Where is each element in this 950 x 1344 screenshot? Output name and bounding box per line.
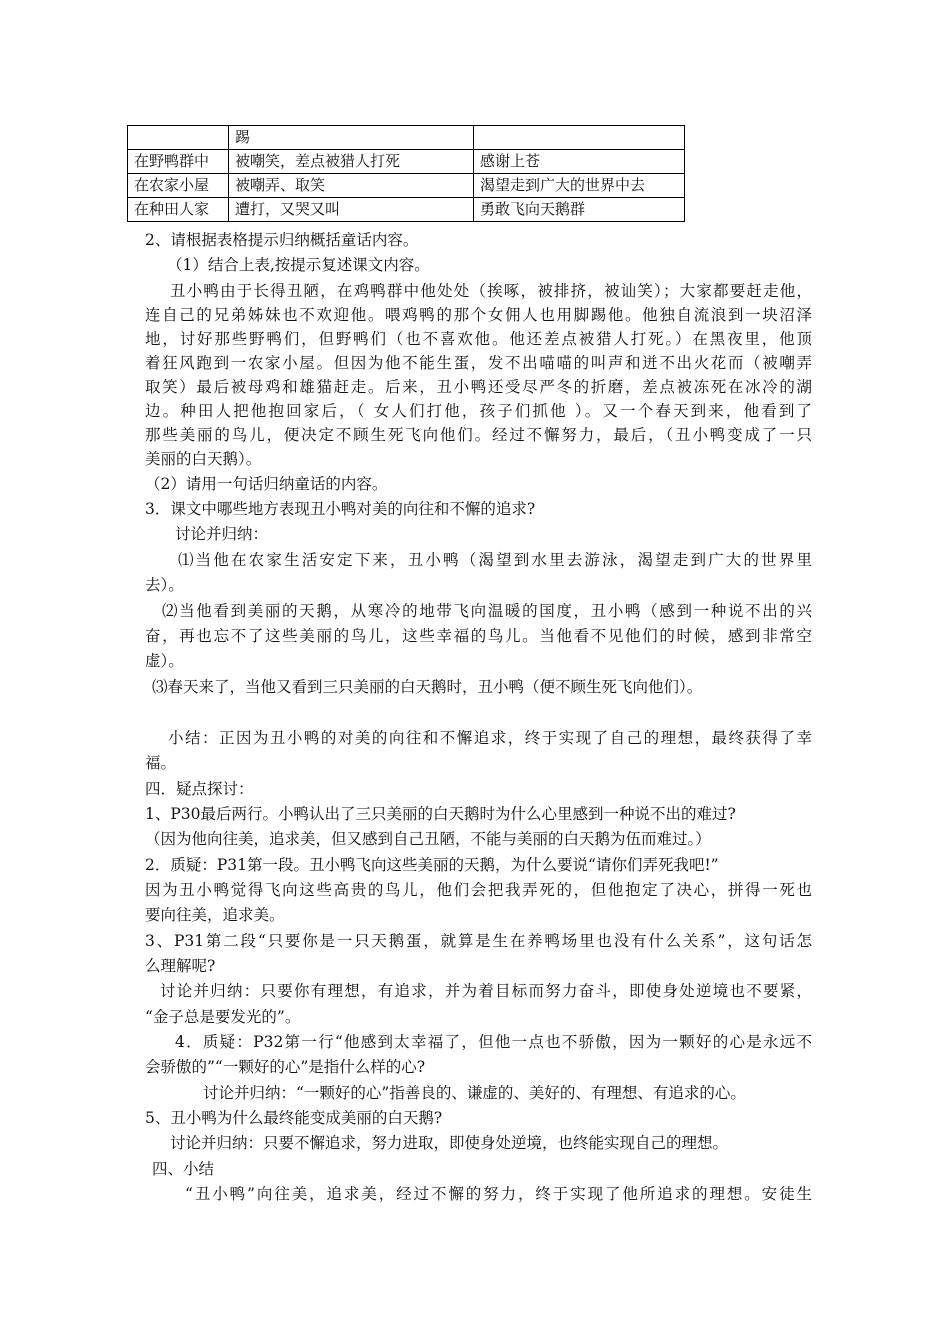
table-cell-response bbox=[474, 126, 685, 150]
answer-line: （因为他向往美，追求美，但又感到自己丑陋，不能与美丽的白天鹅为伍而难过。） bbox=[145, 830, 711, 848]
answer-line: 因为丑小鸭觉得飞向这些高贵的鸟儿，他们会把我弄死的，但他抱定了决心，拼得一死也 bbox=[145, 881, 812, 899]
paragraph-line: ⑵当他看到美丽的天鹅，从寒冷的地带飞向温暖的国度，丑小鸭（感到一种说不出的兴 bbox=[162, 602, 812, 620]
question-line: 1、P30最后两行。小鸭认出了三只美丽的白天鹅时为什么心里感到一种说不出的难过? bbox=[145, 805, 736, 823]
paragraph-line: ⑶春天来了，当他又看到三只美丽的白天鹅时，丑小鸭（便不顾生死飞向他们）。 bbox=[152, 678, 703, 696]
table-cell-place bbox=[128, 126, 229, 150]
ugly-duckling-table bbox=[127, 125, 685, 222]
table-row bbox=[128, 126, 685, 150]
sub-question: （2）请用一句话归纳童话的内容。 bbox=[145, 475, 388, 493]
summary-line: “丑小鸭”向往美，追求美，经过不懈的努力，终于实现了他所追求的理想。安徒生 bbox=[185, 1185, 812, 1203]
table-cell-place: 在野鸭群中 bbox=[128, 150, 229, 174]
paragraph-line: 取笑）最后被母鸡和雄猫赶走。后来，丑小鸭还受尽严冬的折磨，差点被冻死在冰冷的湖 bbox=[145, 378, 812, 396]
paragraph-line: 地，讨好那些野鸭们，但野鸭们（也不喜欢他。他还差点被猎人打死。）在黑夜里，他顶 bbox=[145, 330, 812, 348]
table-row bbox=[128, 198, 685, 222]
paragraph-line: 虚）。 bbox=[145, 652, 184, 670]
table-cell-place: 在农家小屋 bbox=[128, 174, 229, 198]
table-cell-response: 感谢上苍 bbox=[474, 150, 685, 174]
table-cell-treatment: 被嘲弄、取笑 bbox=[229, 174, 474, 198]
paragraph-line: 边。种田人把他抱回家后，（ 女人们打他，孩子们抓他 ）。又一个春天到来，他看到了 bbox=[145, 402, 812, 420]
question-line: 4．质疑：P32第一行“他感到太幸福了，但他一点也不骄傲，因为一颗好的心是永远不 bbox=[175, 1033, 812, 1051]
paragraph-line: 着狂风跑到一农家小屋。但因为他不能生蛋，发不出喵喵的叫声和迸不出火花而（被嘲弄 bbox=[145, 354, 812, 372]
table-cell-response: 勇敢飞向天鹅群 bbox=[474, 198, 685, 222]
table-cell-response: 渴望走到广大的世界中去 bbox=[474, 174, 685, 198]
table-cell-place: 在种田人家 bbox=[128, 198, 229, 222]
paragraph-line: 去）。 bbox=[145, 576, 184, 594]
paragraph-line: 那些美丽的鸟儿，便决定不顾生死飞向他们。经过不懈努力，最后，（丑小鸭变成了一只 bbox=[145, 426, 812, 444]
question-heading: 2、请根据表格提示归纳概括童话内容。 bbox=[145, 231, 419, 249]
question-line: 3、P31第二段“只要你是一只天鹅蛋，就算是生在养鸭场里也没有什么关系”，这句话怎 bbox=[145, 932, 812, 950]
summary-line: 小结：正因为丑小鸭的对美的向往和不懈追求，终于实现了自己的理想，最终获得了幸 bbox=[168, 729, 812, 747]
paragraph-line: 美丽的白天鹅）。 bbox=[145, 450, 262, 468]
table-row bbox=[128, 150, 685, 174]
question-line: 么理解呢? bbox=[145, 957, 216, 975]
discussion-label: 讨论并归纳： bbox=[175, 525, 269, 543]
question-line: 5、丑小鸭为什么最终能变成美丽的白天鹅? bbox=[145, 1109, 443, 1127]
question-line: 2．质疑：P31第一段。丑小鸭飞向这些美丽的天鹅，为什么要说“请你们弄死我吧!” bbox=[145, 856, 719, 874]
sub-question: （1）结合上表,按提示复述课文内容。 bbox=[167, 256, 430, 274]
answer-line: 讨论并归纳：只要不懈追求，努力进取，即使身处逆境，也终能实现自己的理想。 bbox=[170, 1134, 729, 1152]
paragraph-line: ⑴当他在农家生活安定下来，丑小鸭（渴望到水里去游泳，渴望走到广大的世界里 bbox=[178, 551, 812, 569]
question-heading: 3．课文中哪些地方表现丑小鸭对美的向往和不懈的追求? bbox=[145, 500, 536, 518]
answer-line: 讨论并归纳：只要你有理想，有追求，并为着目标而努力奋斗，即使身处逆境也不要紧， bbox=[160, 982, 812, 1000]
answer-line: “金子总是要发光的”。 bbox=[145, 1008, 301, 1026]
answer-line: 讨论并归纳：“一颗好的心”指善良的、谦虚的、美好的、有理想、有追求的心。 bbox=[203, 1084, 746, 1102]
answer-line: 要向往美，追求美。 bbox=[145, 906, 285, 924]
table-row bbox=[128, 174, 685, 198]
paragraph-line: 连自己的兄弟姊妹也不欢迎他。喂鸡鸭的那个女佣人也用脚踢他。他独自流浪到一块沼泽 bbox=[145, 306, 812, 324]
table-cell-treatment: 被嘲笑，差点被猎人打死 bbox=[229, 150, 474, 174]
question-line: 会骄傲的”“一颗好的心”是指什么样的心? bbox=[145, 1058, 426, 1076]
section-heading: 四．疑点探讨： bbox=[145, 780, 254, 798]
paragraph-line: 奋，再也忘不了这些美丽的鸟儿，这些幸福的鸟儿。当他看不见他们的时候，感到非常空 bbox=[145, 627, 812, 645]
paragraph-line: 丑小鸭由于长得丑陋，在鸡鸭群中他处处（挨啄，被排挤，被讪笑）；大家都要赶走他， bbox=[170, 282, 812, 300]
table-cell-treatment: 遭打，又哭又叫 bbox=[229, 198, 474, 222]
section-heading: 四、小结 bbox=[152, 1160, 215, 1178]
summary-line: 福。 bbox=[145, 754, 177, 772]
table-cell-treatment: 踢 bbox=[229, 126, 474, 150]
